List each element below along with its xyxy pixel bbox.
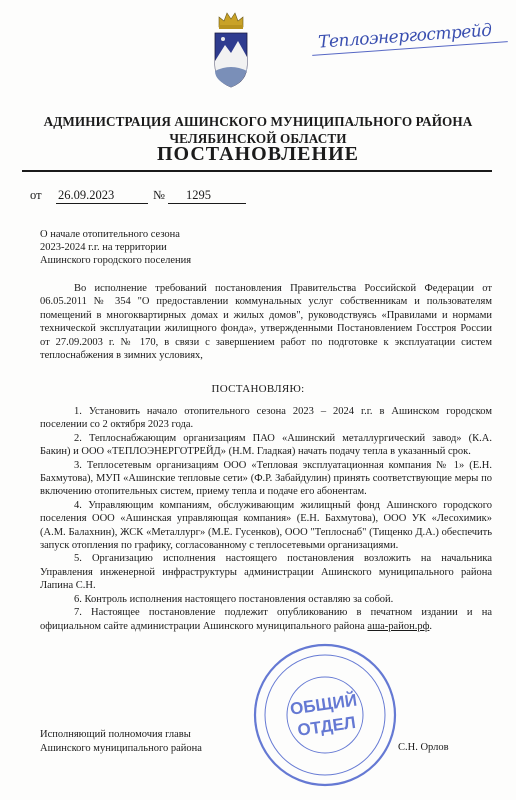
number-sign: № xyxy=(153,188,165,202)
handwritten-note: Теплоэнергострейд xyxy=(317,20,493,53)
document-type-heading: ПОСТАНОВЛЕНИЕ xyxy=(157,143,359,165)
document-date: 26.09.2023 xyxy=(56,188,148,204)
preamble-block xyxy=(40,282,492,362)
org-title-line2: ЧЕЛЯБИНСКОЙ ОБЛАСТИ xyxy=(169,131,347,146)
signatory-position-line1: Исполняющий полномочия главы xyxy=(40,729,191,740)
website-link[interactable]: аша-район.рф xyxy=(367,620,430,632)
signatory-name: С.Н. Орлов xyxy=(398,742,449,753)
item-4: 4. Управляющим компаниям, обслуживающим жилищный фонд Ашинского городского поселения ООО «Ашинская управляющая компания» (Е.Н. Бахмутова), ООО УК «Лесохимик» (А.М. Балахнин), ЖСК «Металлург» (М.Е. Гусенков), ООО "Теплоснаб" (Тищенко Д.А.) обеспечить запуск отопления по графику, согласованному с теплосетевыми организациями. xyxy=(40,499,492,552)
decree-word: ПОСТАНОВЛЯЮ: xyxy=(211,383,305,395)
header-divider xyxy=(22,170,492,172)
stamp-line1: ОБЩИЙ xyxy=(288,690,359,719)
org-title-line1: АДМИНИСТРАЦИЯ АШИНСКОГО МУНИЦИПАЛЬНОГО РАЙОНА xyxy=(43,114,473,129)
coat-of-arms-icon xyxy=(211,5,251,89)
stamp-line2: ОТДЕЛ xyxy=(296,712,357,740)
item-1: 1. Установить начало отопительного сезона 2023 – 2024 г.г. в Ашинском городском поселении со 2 октября 2023 года. xyxy=(40,406,492,431)
item-2: 2. Теплоснабжающим организациям ПАО «Ашинский металлургический завод» (К.А. Бакин) и ООО «ТЕПЛОЭНЕРГОТРЕЙД» (Н.М. Гладкая) начать подачу тепла в указанный срок. xyxy=(40,432,492,458)
preamble-text: Во исполнение требований постановления Правительства Российской Федерации от 06.05.2011 № 354 "О предоставлении коммунальных услуг собственникам и пользователям помещений в многоквартирных домах и жилых домов", руководствуясь «Правилами и нормами технической эксплуатации жилищного фонда», утвержденными Постановлением Госстроя России от 27.09.2003 г. № 170, в связи с завершением работ по подготовке к эксплуатации систем теплоснабжения в зимних условиях, xyxy=(40,283,492,362)
organization-title xyxy=(18,113,498,147)
item-7-end: . xyxy=(429,620,433,632)
subject-line1: О начале отопительного сезона xyxy=(40,229,180,240)
item-6: 6. Контроль исполнения настоящего постановления оставляю за собой. xyxy=(74,593,394,605)
document-subject xyxy=(40,228,300,267)
items-block xyxy=(40,405,492,633)
item-7-text: 7. Настоящее постановление подлежит опубликованию в печатном издании и на официальном сайте администрации Ашинского муниципального района xyxy=(40,607,492,632)
item-5: 5. Организацию исполнения настоящего постановления возложить на начальника Управления инженерной инфраструктуры администрации Ашинского муниципального района Лапина С.Н. xyxy=(40,553,492,592)
item-3: 3. Теплосетевым организациям ООО «Тепловая эксплуатационная компания № 1» (Е.Н. Бахмутова), МУП «Ашинские тепловые сети» (Ф.Р. Забайдулин) принять соответствующие меры по включению отопительных систем, приему тепла и подаче его абонентам. xyxy=(40,459,492,498)
item-7 xyxy=(40,606,492,633)
document-number: 1295 xyxy=(168,188,246,204)
subject-line2: 2023-2024 г.г. на территории xyxy=(40,242,167,253)
signatory-position-line2: Ашинского муниципального района xyxy=(40,743,202,754)
subject-line3: Ашинского городского поселения xyxy=(40,255,192,266)
signatory-position xyxy=(40,728,260,756)
date-prefix: от xyxy=(30,188,42,202)
official-stamp xyxy=(250,640,400,790)
